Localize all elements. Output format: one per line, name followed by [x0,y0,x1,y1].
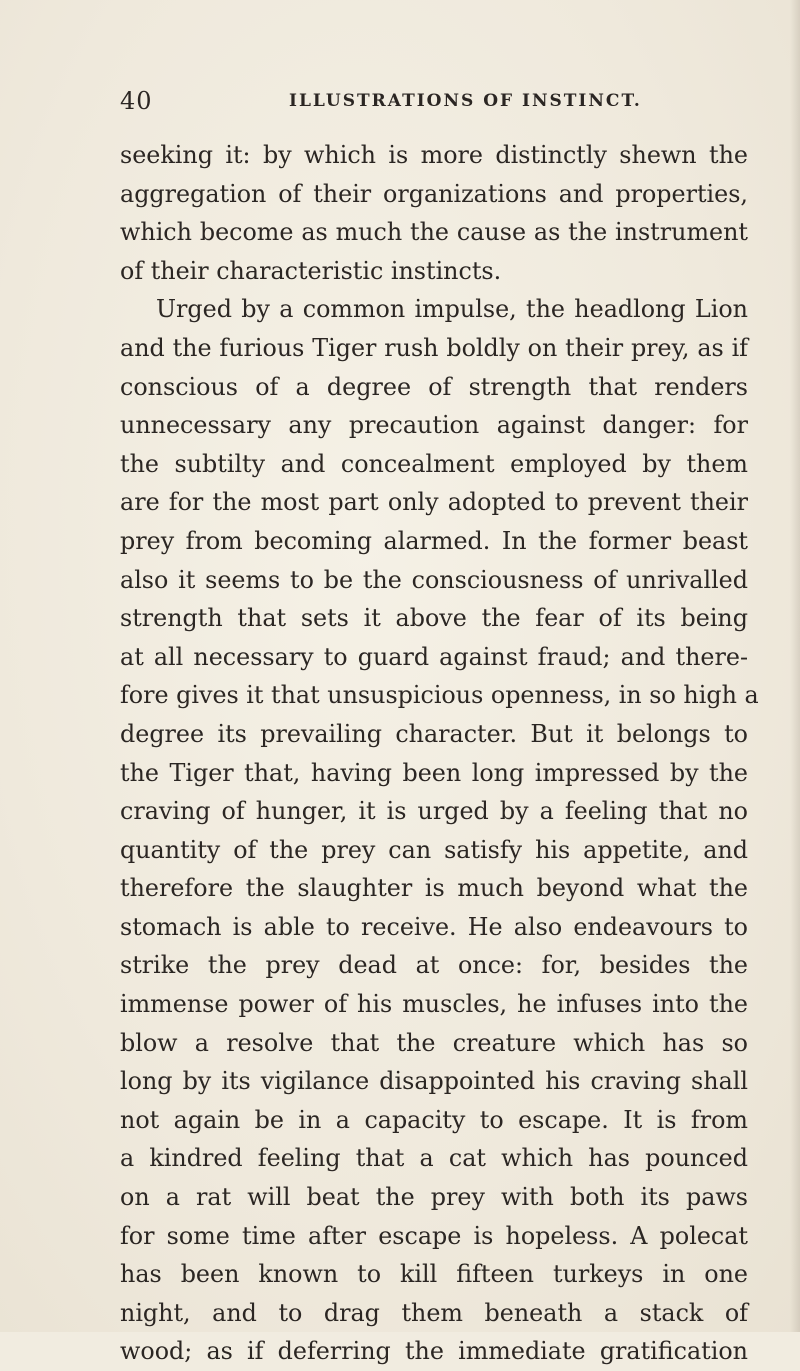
text-line: on a rat will beat the prey with both its paws [120,1183,748,1212]
text-line: also it seems to be the consciousness of unrivalled [120,565,748,594]
text-line: long by its vigilance disappointed his craving shall [120,1067,748,1096]
text-line: has been known to kill fifteen turkeys in one [120,1260,748,1289]
text-line: prey from becoming alarmed. In the former beast [120,526,748,555]
text-line: at all necessary to guard against fraud; and there- [120,642,748,671]
page-number: 40 [120,87,153,115]
body-text [120,136,759,1371]
text-line: wood; as if deferring the immediate gratification [120,1337,748,1366]
text-line: immense power of his muscles, he infuses into the [120,990,748,1019]
text-line: are for the most part only adopted to prevent their [120,488,748,517]
running-head [120,87,748,117]
text-line: for some time after escape is hopeless. A polecat [120,1221,748,1250]
text-line: and the furious Tiger rush boldly on their prey, as if [120,333,748,362]
text-line: strength that sets it above the fear of its being [120,604,748,633]
text-line: the Tiger that, having been long impressed by the [120,758,748,787]
text-line: a kindred feeling that a cat which has pounced [120,1144,748,1173]
text-line: unnecessary any precaution against danger: for [120,411,748,440]
text-line: therefore the slaughter is much beyond what the [120,874,748,903]
text-line: night, and to drag them beneath a stack of [120,1298,748,1327]
text-line: conscious of a degree of strength that renders [120,372,748,401]
running-title: ILLUSTRATIONS OF INSTINCT. [289,91,642,111]
page-edge-shadow [790,0,800,1332]
text-line: Urged by a common impulse, the headlong Lion [156,295,748,324]
text-line: of their characteristic instincts. [120,256,502,285]
text-line: aggregation of their organizations and properties, [120,179,748,208]
text-line: fore gives it that unsuspicious openness, in so high a [120,681,759,710]
text-line: degree its prevailing character. But it belongs to [120,719,748,748]
text-line: craving of hunger, it is urged by a feeling that no [120,797,748,826]
text-line: which become as much the cause as the instrument [120,218,748,247]
text-line: seeking it: by which is more distinctly shewn the [120,141,748,169]
text-line: the subtilty and concealment employed by them [120,449,748,478]
text-line: quantity of the prey can satisfy his appetite, and [120,835,748,864]
text-line: strike the prey dead at once: for, besides the [120,951,748,980]
text-line: stomach is able to receive. He also endeavours to [120,912,748,941]
text-line: not again be in a capacity to escape. It is from [120,1105,748,1134]
text-line: blow a resolve that the creature which has so [120,1028,748,1057]
